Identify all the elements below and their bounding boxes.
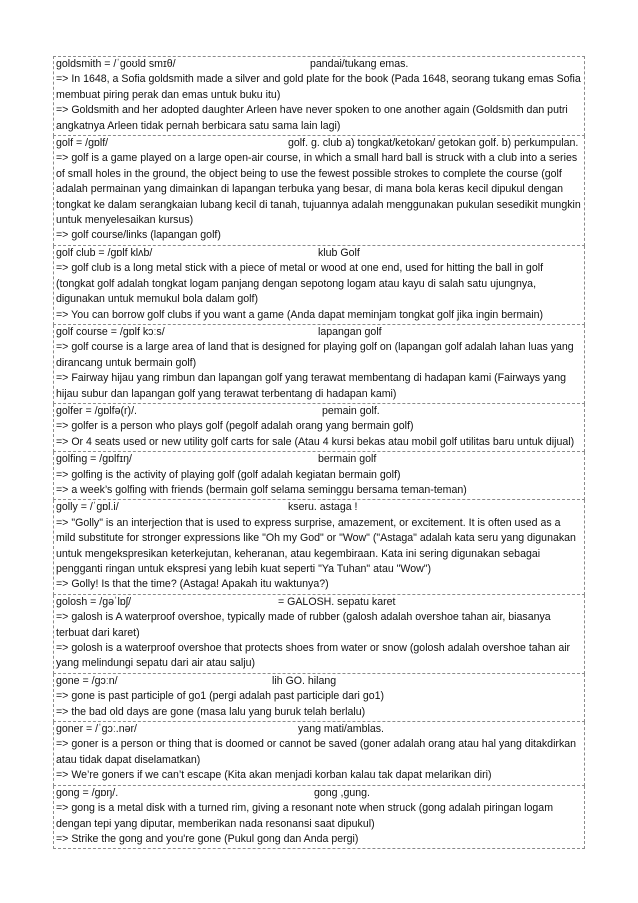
definition-line: => golfer is a person who plays golf (pegolf adalah orang yang bermain golf)	[56, 420, 414, 433]
example-line: => Fairway hijau yang rimbun dan lapangan golf yang terawat membentang di hadapan kami (Fairways yang hijau subur dan lapangan golf yang terawat terbentang di hadapan kami)	[56, 372, 566, 400]
entry-golf	[53, 136, 585, 246]
example-line: => Strike the gong and you're gone (Pukul gong dan Anda pergi)	[56, 832, 359, 845]
entry-golfing	[53, 452, 585, 500]
meaning: pandai/tukang emas.	[310, 58, 409, 70]
entry-golf-club	[53, 246, 585, 325]
headword: golosh = /ɡəˈlɒʃ/	[56, 595, 132, 608]
meaning: yang mati/amblas.	[298, 723, 384, 736]
meaning: pemain golf.	[322, 404, 380, 417]
definition-line: => galosh is A waterproof overshoe, typically made of rubber (galosh adalah overshoe tahan air, biasanya terbuat dari karet)	[56, 611, 551, 639]
headword: gong = /ɡɒŋ/.	[56, 786, 119, 799]
entry-goldsmith	[53, 56, 585, 136]
meaning: kseru. astaga !	[288, 501, 358, 514]
meaning: = GALOSH. sepatu karet	[278, 595, 396, 608]
headword: golfing = /ɡɒlfɪŋ/	[56, 453, 132, 466]
definition-line: => "Golly" is an interjection that is used to express surprise, amazement, or excitement. It is often used as a mild substitute for stronger expressions like "Oh my God" or "Wow" ("Astaga" adalah kata seru yang digunakan untuk mengekspresikan keterkejutan, keheranan, atau kegembiraan. Kata ini sering digunakan sebagai pengganti ringan untuk ekspresi yang lebih kuat seperti "Ya Tuhan" atau "Wow")	[56, 516, 576, 575]
headword: goldsmith = /ˈɡoʊld smɪθ/	[56, 58, 176, 70]
definition-line: => goner is a person or thing that is doomed or cannot be saved (goner adalah orang atau hal yang ditakdirkan atau tidak dapat diselamatkan)	[56, 738, 577, 766]
headword: golf course = /ɡɒlf kɔːs/	[56, 325, 165, 338]
entry-header	[56, 500, 582, 515]
definition-line: => golf is a game played on a large open-air course, in which a small hard ball is struck with a club into a series of small holes in the ground, the object being to use the fewest possible strokes to complete the course (golf adalah permainan yang dimainkan di lapangan terbuka yang besar, di mana bola keras kecil dipukul dengan tongkat ke dalam serangkaian lubang kecil di tanah, tujuannya adalah menggunakan pukulan sesedikit mungkin untuk menyelesaikan kursus)	[56, 152, 581, 227]
example-line: => a week’s golfing with friends (bermain golf selama seminggu bersama teman-teman)	[56, 483, 467, 496]
example-line: => golf course/links (lapangan golf)	[56, 229, 221, 242]
entry-header	[56, 674, 582, 689]
example-line: => golosh is a waterproof overshoe that protects shoes from water or snow (golosh adalah overshoe tahan air yang melindungi sepatu dari air atau salju)	[56, 642, 571, 670]
headword: golf = /ɡɒlf/	[56, 137, 109, 150]
entry-golly	[53, 500, 585, 594]
headword: golfer = /ɡɒlfə(r)/.	[56, 404, 137, 417]
meaning: bermain golf	[318, 453, 377, 466]
entry-golf-course	[53, 325, 585, 404]
example-line: => Golly! Is that the time? (Astaga! Apakah itu waktunya?)	[56, 578, 329, 591]
entry-gone	[53, 674, 585, 722]
entry-gong	[53, 786, 585, 850]
definition-line: => gong is a metal disk with a turned rim, giving a resonant note when struck (gong adalah piringan logam dengan tepi yang diputar, memberikan nada resonansi saat dipukul)	[56, 802, 554, 830]
entry-header	[56, 246, 582, 261]
headword: golly = /ˈɡɒl.i/	[56, 501, 119, 514]
example-line: => Or 4 seats used or new utility golf carts for sale (Atau 4 kursi bekas atau mobil golf utilitas baru untuk dijual)	[56, 435, 575, 448]
entry-header	[56, 786, 582, 801]
definition-line: => golfing is the activity of playing golf (golf adalah kegiatan bermain golf)	[56, 468, 401, 481]
entry-header	[56, 452, 582, 467]
meaning: golf. g. club a) tongkat/ketokan/ getokan golf. b) perkumpulan.	[288, 137, 579, 150]
meaning: klub Golf	[318, 246, 360, 259]
example-line: => We’re goners if we can’t escape (Kita akan menjadi korban kalau tak dapat melarikan diri)	[56, 769, 492, 782]
entry-header	[56, 325, 582, 340]
entry-golosh	[53, 595, 585, 674]
definition-line: => golf club is a long metal stick with a piece of metal or wood at one end, used for hitting the ball in golf (tongkat golf adalah tongkat logam panjang dengan sepotong logam atau kayu di salah satu ujungnya, digunakan untuk memukul bola dalam golf)	[56, 262, 544, 306]
entry-header	[56, 404, 582, 419]
meaning: lih GO. hilang	[272, 674, 337, 687]
entry-goner	[53, 722, 585, 786]
definition-line: => golf course is a large area of land that is designed for playing golf on (lapangan golf adalah lahan luas yang dirancang untuk bermain golf)	[56, 341, 574, 369]
definition-line: => gone is past participle of go1 (pergi adalah past participle dari go1)	[56, 690, 385, 703]
meaning: lapangan golf	[318, 325, 382, 338]
entry-golfer	[53, 404, 585, 452]
entry-header	[56, 57, 582, 72]
example-line: => You can borrow golf clubs if you want a game (Anda dapat meminjam tongkat golf jika ingin bermain)	[56, 308, 544, 321]
meaning: gong ,gung.	[314, 786, 370, 799]
headword: gone = /ɡɔːn/	[56, 674, 118, 687]
dictionary-page	[53, 56, 585, 849]
headword: goner = /ˈɡɔː.nər/	[56, 723, 137, 736]
example-line: => Goldsmith and her adopted daughter Arleen have never spoken to one another again (Goldsmith dan putri angkatnya Arleen tidak pernah berbicara satu sama lain lagi)	[56, 104, 568, 132]
headword: golf club = /ɡɒlf klʌb/	[56, 246, 153, 259]
entry-header	[56, 722, 582, 737]
entry-header	[56, 595, 582, 610]
example-line: => the bad old days are gone (masa lalu yang buruk telah berlalu)	[56, 705, 366, 718]
definition-line: => In 1648, a Sofia goldsmith made a silver and gold plate for the book (Pada 1648, seorang tukang emas Sofia membuat piring perak dan emas untuk buku itu)	[56, 73, 581, 101]
entry-header	[56, 136, 582, 151]
